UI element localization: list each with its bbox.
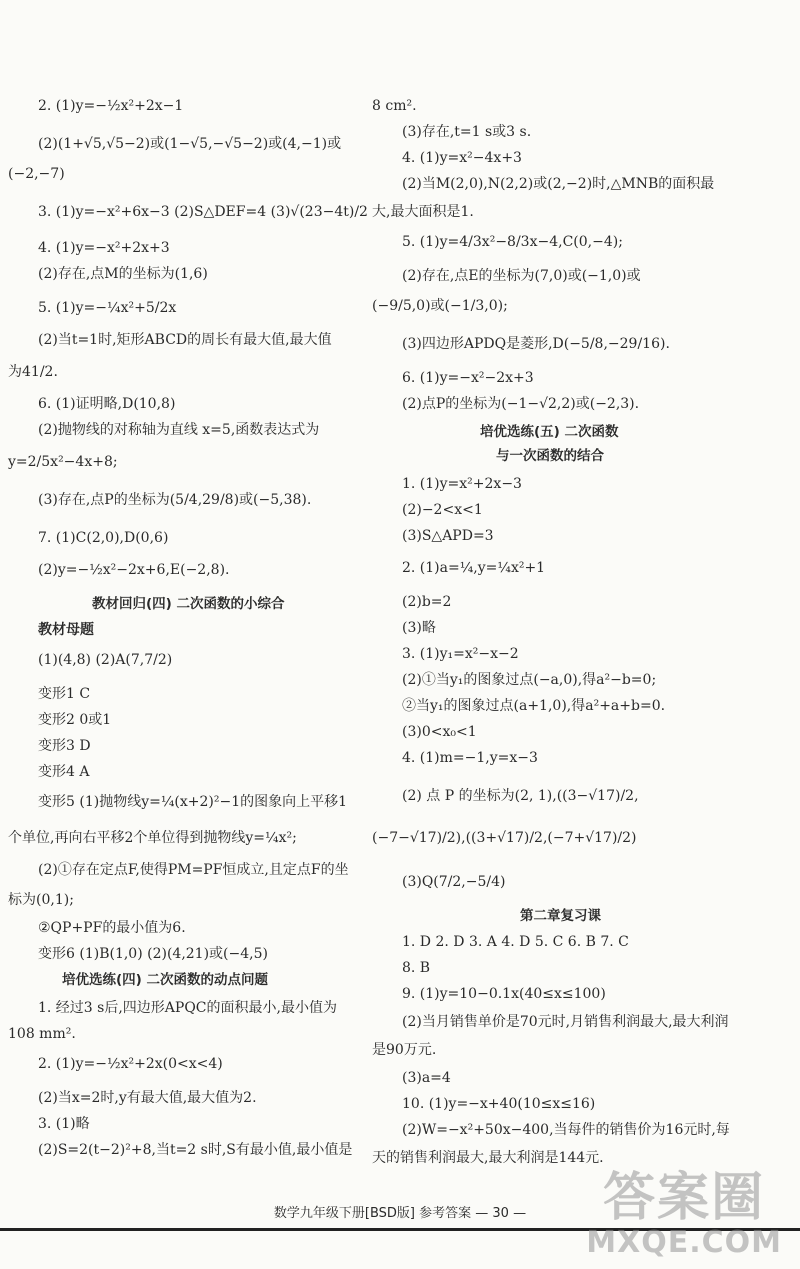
answer-line: (2)W=−x²+50x−400,当每件的销售价为16元时,每 (402, 1122, 730, 1138)
answer-line: (2)当t=1时,矩形ABCD的周长有最大值,最大值 (38, 332, 332, 348)
answer-line: ②QP+PF的最小值为6. (38, 920, 186, 936)
answer-line: (2)存在,点E的坐标为(7,0)或(−1,0)或 (402, 268, 641, 284)
answer-line: 3. (1)y=−x²+6x−3 (2)S△DEF=4 (3)√(23−4t)/2 (38, 204, 368, 220)
answer-line: 6. (1)证明略,D(10,8) (38, 396, 176, 412)
answer-line: (3)略 (402, 620, 436, 636)
answer-line: 6. (1)y=−x²−2x+3 (402, 370, 534, 386)
section-heading: 第二章复习课 (520, 908, 601, 924)
answer-line: 8 cm². (372, 98, 417, 114)
answer-line: 4. (1)m=−1,y=x−3 (402, 750, 538, 766)
answer-line: 5. (1)y=−¼x²+5/2x (38, 300, 177, 316)
answer-line: 天的销售利润最大,最大利润是144元. (372, 1150, 604, 1166)
page-footer: 数学九年级下册[BSD版] 参考答案 — 30 — (273, 1206, 527, 1221)
answer-line: (2)当月销售单价是70元时,月销售利润最大,最大利润 (402, 1014, 729, 1030)
answer-line: (2)存在,点M的坐标为(1,6) (38, 266, 208, 282)
answer-line: (2)b=2 (402, 594, 452, 610)
answer-line: 5. (1)y=4/3x²−8/3x−4,C(0,−4); (402, 234, 623, 250)
answer-line: 变形5 (1)抛物线y=¼(x+2)²−1的图象向上平移1 (38, 794, 348, 810)
answer-line: 1. (1)y=x²+2x−3 (402, 476, 522, 492)
answer-line: (2)当x=2时,y有最大值,最大值为2. (38, 1090, 257, 1106)
answer-line: 3. (1)略 (38, 1116, 90, 1132)
answer-line: (3)0<x₀<1 (402, 724, 477, 740)
answer-line: 2. (1)y=−½x²+2x(0<x<4) (38, 1056, 223, 1072)
answer-line: (2)①存在定点F,使得PM=PF恒成立,且定点F的坐 (38, 862, 349, 878)
watermark-logo (586, 1170, 782, 1260)
answer-line: 4. (1)y=x²−4x+3 (402, 150, 522, 166)
answer-line: (3)S△APD=3 (402, 528, 494, 544)
answer-line: 1. 经过3 s后,四边形APQC的面积最小,最小值为 (38, 1000, 337, 1016)
answer-line: 108 mm². (8, 1026, 76, 1042)
answer-line: (2)当M(2,0),N(2,2)或(2,−2)时,△MNB的面积最 (402, 176, 715, 192)
section-heading: 教材回归(四) 二次函数的小综合 (92, 596, 285, 612)
answer-line: 变形4 A (38, 764, 90, 780)
answer-line: (2) 点 P 的坐标为(2, 1),((3−√17)/2, (402, 788, 639, 804)
answer-line: (3)a=4 (402, 1070, 451, 1086)
answer-line: 教材母题 (38, 622, 94, 638)
answer-line: y=2/5x²−4x+8; (8, 454, 118, 470)
answer-line: 7. (1)C(2,0),D(0,6) (38, 530, 169, 546)
answer-line: (−9/5,0)或(−1/3,0); (372, 298, 508, 314)
answer-line: 9. (1)y=10−0.1x(40≤x≤100) (402, 986, 606, 1002)
section-heading: 培优选练(四) 二次函数的动点问题 (62, 972, 269, 988)
answer-line: 2. (1)y=−½x²+2x−1 (38, 98, 184, 114)
answer-line: (2)①当y₁的图象过点(−a,0),得a²−b=0; (402, 672, 657, 688)
answer-line: (3)存在,t=1 s或3 s. (402, 124, 532, 140)
answer-line: 3. (1)y₁=x²−x−2 (402, 646, 519, 662)
answer-line: (3)四边形APDQ是菱形,D(−5/8,−29/16). (402, 336, 670, 352)
answer-line: 大,最大面积是1. (372, 204, 474, 220)
answer-line: (−7−√17)/2),((3+√17)/2,(−7+√17)/2) (372, 830, 637, 846)
answer-line: (1)(4,8) (2)A(7,7/2) (38, 652, 173, 668)
watermark-text: 答案圈 (603, 1168, 766, 1228)
answer-line: 4. (1)y=−x²+2x+3 (38, 240, 170, 256)
answer-line: 变形3 D (38, 738, 91, 754)
answer-line: (2)−2<x<1 (402, 502, 483, 518)
answer-line: 个单位,再向右平移2个单位得到抛物线y=¼x²; (8, 830, 297, 846)
answer-line: (3)存在,点P的坐标为(5/4,29/8)或(−5,38). (38, 492, 312, 508)
answer-line: 为41/2. (8, 364, 58, 380)
answer-line: 变形1 C (38, 686, 91, 702)
watermark-url: MXQE.COM (586, 1225, 782, 1260)
answer-line: 1. D 2. D 3. A 4. D 5. C 6. B 7. C (402, 934, 629, 950)
answer-line: (2)y=−½x²−2x+6,E(−2,8). (38, 562, 230, 578)
answer-line: 10. (1)y=−x+40(10≤x≤16) (402, 1096, 596, 1112)
answer-line: 变形2 0或1 (38, 712, 112, 728)
section-heading: 与一次函数的结合 (496, 448, 604, 464)
answer-line: (2)抛物线的对称轴为直线 x=5,函数表达式为 (38, 422, 320, 438)
answer-line: 标为(0,1); (8, 892, 74, 908)
answer-line: ②当y₁的图象过点(a+1,0),得a²+a+b=0. (402, 698, 666, 714)
answer-line: 8. B (402, 960, 431, 976)
answer-line: 2. (1)a=¼,y=¼x²+1 (402, 560, 546, 576)
answer-line: (2)S=2(t−2)²+8,当t=2 s时,S有最小值,最小值是 (38, 1142, 353, 1158)
answer-line: 变形6 (1)B(1,0) (2)(4,21)或(−4,5) (38, 946, 268, 962)
section-heading: 培优选练(五) 二次函数 (480, 424, 619, 440)
answer-line: 是90万元. (372, 1042, 437, 1058)
answer-line: (3)Q(7/2,−5/4) (402, 874, 506, 890)
answer-line: (2)(1+√5,√5−2)或(1−√5,−√5−2)或(4,−1)或 (38, 136, 342, 152)
answer-line: (−2,−7) (8, 166, 65, 182)
answer-line: (2)点P的坐标为(−1−√2,2)或(−2,3). (402, 396, 640, 412)
